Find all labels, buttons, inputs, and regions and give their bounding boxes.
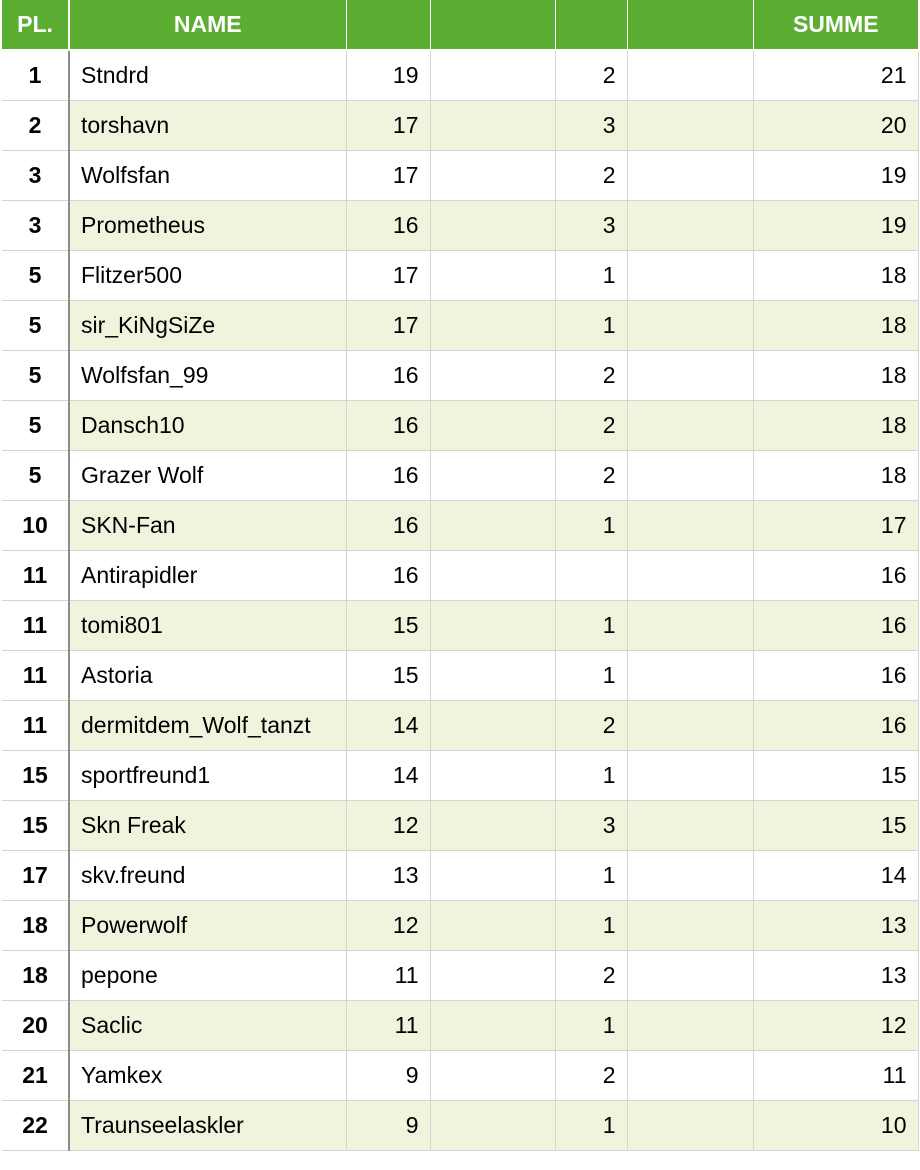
cell-place: 10 bbox=[2, 501, 69, 551]
cell-empty-2 bbox=[627, 251, 753, 301]
cell-name: Powerwolf bbox=[69, 901, 346, 951]
cell-empty-1 bbox=[430, 901, 555, 951]
cell-empty-2 bbox=[627, 151, 753, 201]
cell-empty-1 bbox=[430, 401, 555, 451]
cell-place: 20 bbox=[2, 1001, 69, 1051]
cell-points-2: 2 bbox=[555, 451, 627, 501]
cell-points-1: 17 bbox=[346, 301, 430, 351]
table-row bbox=[2, 151, 918, 201]
cell-points-1: 16 bbox=[346, 401, 430, 451]
header-col-5[interactable] bbox=[555, 0, 627, 50]
cell-points-2: 2 bbox=[555, 401, 627, 451]
cell-sum: 19 bbox=[753, 201, 918, 251]
cell-sum: 18 bbox=[753, 301, 918, 351]
cell-empty-2 bbox=[627, 651, 753, 701]
cell-points-1: 16 bbox=[346, 501, 430, 551]
cell-points-1: 16 bbox=[346, 351, 430, 401]
cell-points-2: 1 bbox=[555, 601, 627, 651]
cell-empty-1 bbox=[430, 151, 555, 201]
table-row bbox=[2, 1101, 918, 1151]
cell-points-1: 13 bbox=[346, 851, 430, 901]
table-row bbox=[2, 801, 918, 851]
cell-place: 11 bbox=[2, 651, 69, 701]
cell-points-1: 9 bbox=[346, 1101, 430, 1151]
cell-sum: 16 bbox=[753, 601, 918, 651]
cell-points-1: 17 bbox=[346, 151, 430, 201]
cell-place: 5 bbox=[2, 351, 69, 401]
table-row bbox=[2, 1051, 918, 1101]
cell-sum: 12 bbox=[753, 1001, 918, 1051]
cell-empty-1 bbox=[430, 1051, 555, 1101]
cell-name: Grazer Wolf bbox=[69, 451, 346, 501]
cell-empty-2 bbox=[627, 701, 753, 751]
cell-sum: 19 bbox=[753, 151, 918, 201]
table-row bbox=[2, 951, 918, 1001]
cell-points-1: 15 bbox=[346, 651, 430, 701]
header-row bbox=[2, 0, 918, 50]
cell-empty-2 bbox=[627, 951, 753, 1001]
cell-name: sportfreund1 bbox=[69, 751, 346, 801]
cell-points-1: 12 bbox=[346, 801, 430, 851]
cell-points-1: 16 bbox=[346, 201, 430, 251]
cell-empty-2 bbox=[627, 351, 753, 401]
cell-empty-1 bbox=[430, 301, 555, 351]
cell-place: 5 bbox=[2, 401, 69, 451]
header-col-3[interactable] bbox=[346, 0, 430, 50]
cell-empty-1 bbox=[430, 701, 555, 751]
cell-points-2: 1 bbox=[555, 1001, 627, 1051]
cell-name: Saclic bbox=[69, 1001, 346, 1051]
cell-points-2: 1 bbox=[555, 301, 627, 351]
cell-points-2: 1 bbox=[555, 901, 627, 951]
cell-points-1: 11 bbox=[346, 951, 430, 1001]
cell-points-1: 19 bbox=[346, 50, 430, 101]
cell-sum: 17 bbox=[753, 501, 918, 551]
cell-empty-1 bbox=[430, 551, 555, 601]
cell-empty-2 bbox=[627, 801, 753, 851]
cell-points-2: 1 bbox=[555, 251, 627, 301]
cell-empty-2 bbox=[627, 1051, 753, 1101]
table-row bbox=[2, 1001, 918, 1051]
cell-name: tomi801 bbox=[69, 601, 346, 651]
cell-place: 5 bbox=[2, 451, 69, 501]
cell-points-1: 15 bbox=[346, 601, 430, 651]
cell-empty-2 bbox=[627, 1101, 753, 1151]
table-row bbox=[2, 201, 918, 251]
cell-empty-1 bbox=[430, 601, 555, 651]
cell-points-1: 17 bbox=[346, 251, 430, 301]
cell-place: 15 bbox=[2, 751, 69, 801]
cell-empty-1 bbox=[430, 851, 555, 901]
cell-place: 5 bbox=[2, 301, 69, 351]
cell-sum: 16 bbox=[753, 651, 918, 701]
cell-place: 3 bbox=[2, 151, 69, 201]
cell-sum: 16 bbox=[753, 701, 918, 751]
table-row bbox=[2, 851, 918, 901]
cell-empty-1 bbox=[430, 651, 555, 701]
cell-empty-1 bbox=[430, 501, 555, 551]
cell-sum: 18 bbox=[753, 251, 918, 301]
cell-empty-1 bbox=[430, 801, 555, 851]
cell-name: Wolfsfan_99 bbox=[69, 351, 346, 401]
cell-empty-1 bbox=[430, 751, 555, 801]
cell-points-2: 2 bbox=[555, 1051, 627, 1101]
cell-empty-2 bbox=[627, 401, 753, 451]
cell-name: sir_KiNgSiZe bbox=[69, 301, 346, 351]
table-row bbox=[2, 251, 918, 301]
header-col-4[interactable] bbox=[430, 0, 555, 50]
cell-sum: 21 bbox=[753, 50, 918, 101]
cell-points-1: 14 bbox=[346, 751, 430, 801]
table-row bbox=[2, 751, 918, 801]
cell-points-2: 1 bbox=[555, 651, 627, 701]
cell-name: Traunseelaskler bbox=[69, 1101, 346, 1151]
cell-points-2 bbox=[555, 551, 627, 601]
cell-points-2: 1 bbox=[555, 851, 627, 901]
cell-points-2: 3 bbox=[555, 101, 627, 151]
cell-place: 21 bbox=[2, 1051, 69, 1101]
cell-empty-1 bbox=[430, 1101, 555, 1151]
cell-sum: 11 bbox=[753, 1051, 918, 1101]
cell-empty-2 bbox=[627, 1001, 753, 1051]
cell-sum: 15 bbox=[753, 751, 918, 801]
cell-empty-2 bbox=[627, 50, 753, 101]
cell-place: 11 bbox=[2, 551, 69, 601]
cell-name: dermitdem_Wolf_tanzt bbox=[69, 701, 346, 751]
cell-points-1: 9 bbox=[346, 1051, 430, 1101]
cell-empty-1 bbox=[430, 1001, 555, 1051]
table-row bbox=[2, 501, 918, 551]
table-row bbox=[2, 101, 918, 151]
cell-empty-1 bbox=[430, 201, 555, 251]
cell-place: 3 bbox=[2, 201, 69, 251]
cell-points-1: 16 bbox=[346, 551, 430, 601]
cell-name: Skn Freak bbox=[69, 801, 346, 851]
header-name[interactable]: NAME bbox=[69, 0, 346, 50]
cell-empty-2 bbox=[627, 201, 753, 251]
cell-empty-1 bbox=[430, 451, 555, 501]
cell-sum: 18 bbox=[753, 451, 918, 501]
cell-points-1: 11 bbox=[346, 1001, 430, 1051]
cell-sum: 14 bbox=[753, 851, 918, 901]
cell-name: Antirapidler bbox=[69, 551, 346, 601]
cell-name: Yamkex bbox=[69, 1051, 346, 1101]
cell-points-2: 2 bbox=[555, 701, 627, 751]
cell-sum: 13 bbox=[753, 951, 918, 1001]
table-row bbox=[2, 901, 918, 951]
cell-sum: 20 bbox=[753, 101, 918, 151]
cell-empty-2 bbox=[627, 101, 753, 151]
cell-points-2: 1 bbox=[555, 1101, 627, 1151]
header-place[interactable]: PL. bbox=[2, 0, 69, 50]
cell-empty-1 bbox=[430, 101, 555, 151]
table-row bbox=[2, 651, 918, 701]
table-row bbox=[2, 551, 918, 601]
cell-points-1: 17 bbox=[346, 101, 430, 151]
cell-place: 5 bbox=[2, 251, 69, 301]
cell-empty-2 bbox=[627, 501, 753, 551]
cell-points-2: 2 bbox=[555, 50, 627, 101]
cell-points-2: 3 bbox=[555, 801, 627, 851]
cell-empty-1 bbox=[430, 251, 555, 301]
cell-empty-2 bbox=[627, 301, 753, 351]
cell-sum: 10 bbox=[753, 1101, 918, 1151]
cell-points-2: 2 bbox=[555, 951, 627, 1001]
table-row bbox=[2, 401, 918, 451]
table-row bbox=[2, 50, 918, 101]
cell-name: Flitzer500 bbox=[69, 251, 346, 301]
cell-sum: 18 bbox=[753, 401, 918, 451]
cell-points-1: 12 bbox=[346, 901, 430, 951]
cell-empty-2 bbox=[627, 751, 753, 801]
ranking-table bbox=[2, 0, 919, 1151]
cell-name: SKN-Fan bbox=[69, 501, 346, 551]
cell-name: Prometheus bbox=[69, 201, 346, 251]
cell-place: 22 bbox=[2, 1101, 69, 1151]
cell-place: 18 bbox=[2, 901, 69, 951]
cell-name: pepone bbox=[69, 951, 346, 1001]
cell-empty-2 bbox=[627, 551, 753, 601]
header-col-6[interactable] bbox=[627, 0, 753, 50]
cell-sum: 15 bbox=[753, 801, 918, 851]
table-body bbox=[2, 50, 918, 1151]
header-sum[interactable]: SUMME bbox=[753, 0, 918, 50]
table-row bbox=[2, 701, 918, 751]
cell-empty-1 bbox=[430, 951, 555, 1001]
cell-name: torshavn bbox=[69, 101, 346, 151]
cell-points-2: 2 bbox=[555, 351, 627, 401]
cell-place: 11 bbox=[2, 701, 69, 751]
cell-points-1: 14 bbox=[346, 701, 430, 751]
cell-points-1: 16 bbox=[346, 451, 430, 501]
cell-place: 2 bbox=[2, 101, 69, 151]
cell-place: 18 bbox=[2, 951, 69, 1001]
cell-empty-2 bbox=[627, 901, 753, 951]
table-row bbox=[2, 601, 918, 651]
cell-points-2: 1 bbox=[555, 751, 627, 801]
cell-empty-1 bbox=[430, 50, 555, 101]
cell-empty-2 bbox=[627, 601, 753, 651]
cell-points-2: 2 bbox=[555, 151, 627, 201]
table-row bbox=[2, 351, 918, 401]
cell-empty-1 bbox=[430, 351, 555, 401]
cell-name: Dansch10 bbox=[69, 401, 346, 451]
cell-points-2: 3 bbox=[555, 201, 627, 251]
cell-empty-2 bbox=[627, 451, 753, 501]
cell-name: skv.freund bbox=[69, 851, 346, 901]
cell-sum: 16 bbox=[753, 551, 918, 601]
cell-place: 17 bbox=[2, 851, 69, 901]
cell-name: Stndrd bbox=[69, 50, 346, 101]
table-row bbox=[2, 301, 918, 351]
cell-name: Wolfsfan bbox=[69, 151, 346, 201]
cell-sum: 13 bbox=[753, 901, 918, 951]
cell-sum: 18 bbox=[753, 351, 918, 401]
cell-place: 15 bbox=[2, 801, 69, 851]
cell-place: 11 bbox=[2, 601, 69, 651]
cell-points-2: 1 bbox=[555, 501, 627, 551]
table-row bbox=[2, 451, 918, 501]
cell-name: Astoria bbox=[69, 651, 346, 701]
cell-empty-2 bbox=[627, 851, 753, 901]
cell-place: 1 bbox=[2, 50, 69, 101]
